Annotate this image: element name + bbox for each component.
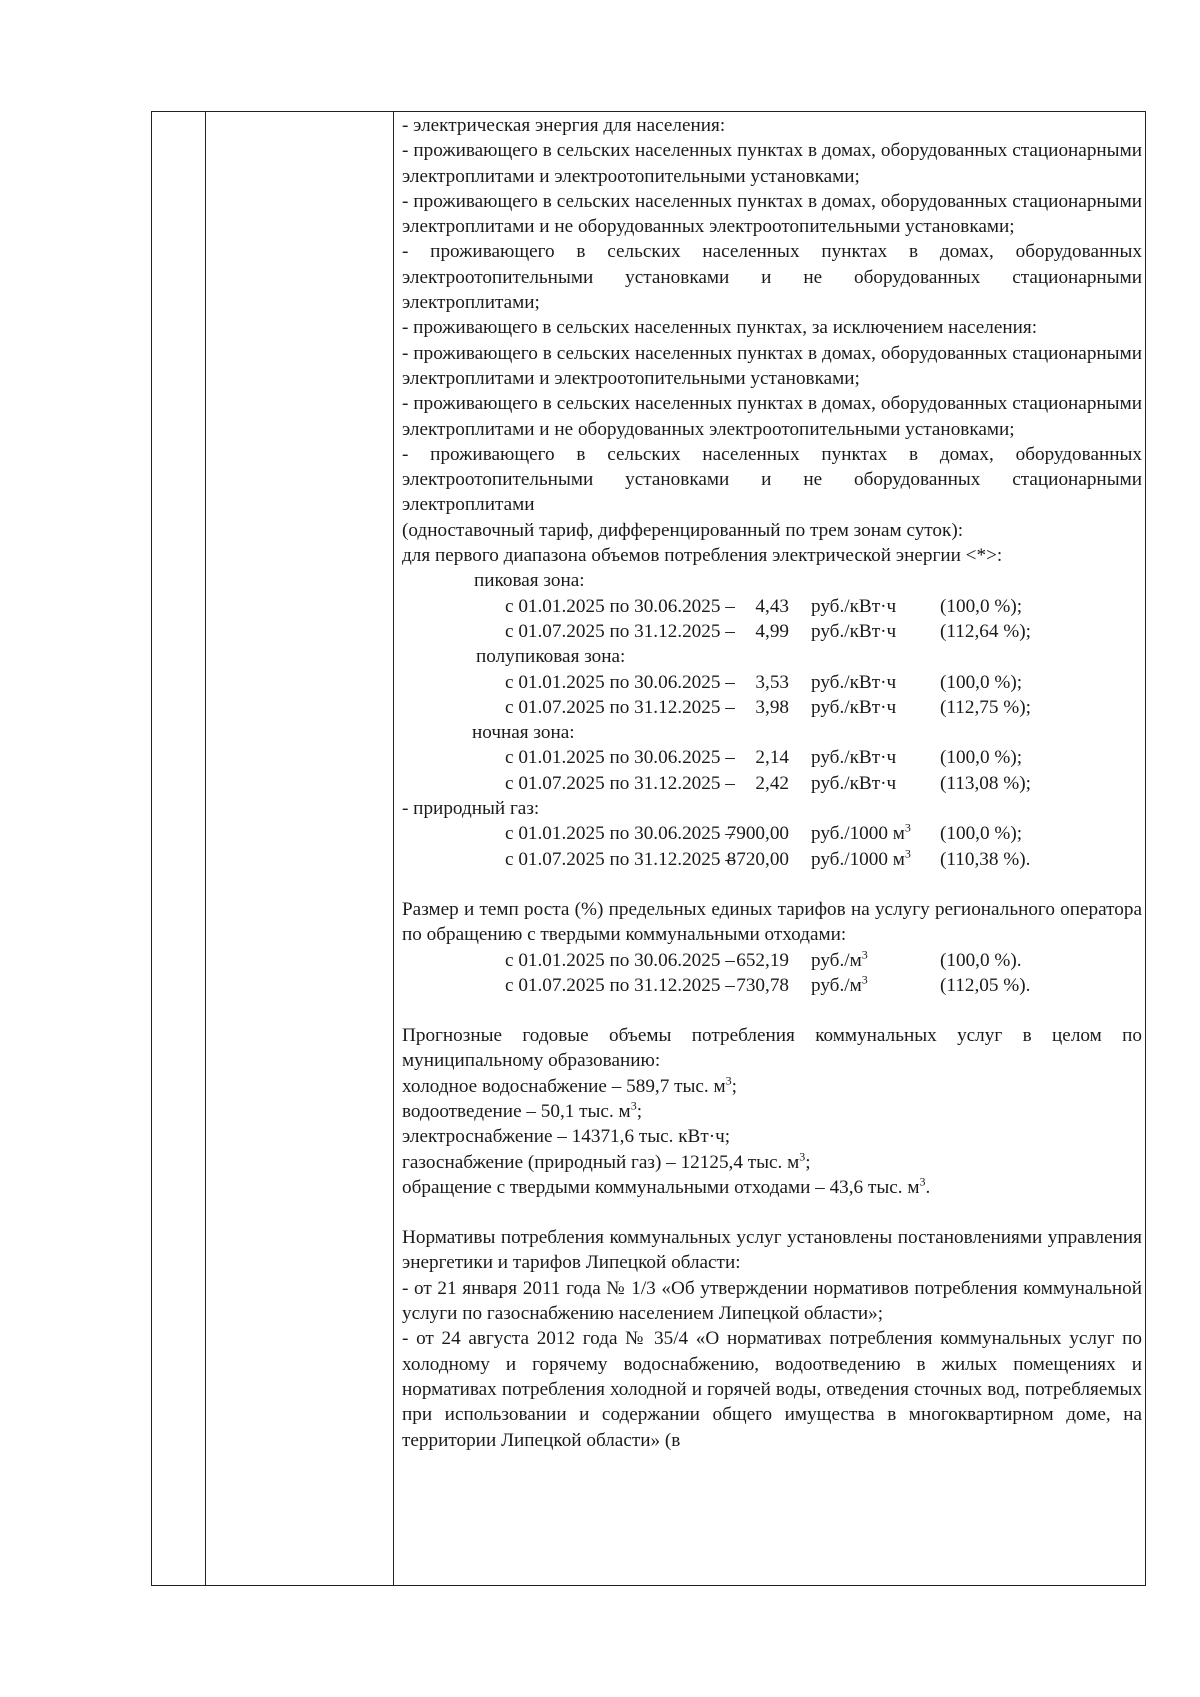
tariff-period: с 01.07.2025 по 31.12.2025 –: [505, 848, 735, 870]
volume-end: ;: [731, 1075, 737, 1097]
tariff-unit: руб./кВт·ч: [811, 671, 897, 693]
tariff-unit: руб./кВт·ч: [811, 620, 897, 642]
tariff-unit: руб./кВт·ч: [811, 696, 897, 718]
volume-end: .: [925, 1176, 931, 1198]
bullet-3: - проживающего в сельских населенных пунктах в домах, оборудованных электроотопительными установками и не оборудованных стационарными электроплитами;: [402, 241, 1142, 314]
tariff-value: 4,99: [755, 620, 789, 642]
tariff-percent: (112,64 %);: [940, 620, 1031, 642]
bullet-6: - проживающего в сельских населенных пунктах в домах, оборудованных стационарными электроплитами и не оборудованных электроотопительными установками;: [402, 393, 1142, 440]
unit-superscript: 3: [861, 947, 868, 962]
tariff-period: с 01.01.2025 по 30.06.2025 –: [505, 595, 735, 617]
tariff-percent: (113,08 %);: [940, 772, 1031, 794]
unit-superscript: 3: [861, 972, 868, 987]
tariff-period: с 01.01.2025 по 30.06.2025 –: [505, 949, 735, 971]
tariff-unit-text: руб./1000 м: [811, 848, 905, 870]
volume-text: холодное водоснабжение – 589,7 тыс. м: [402, 1075, 726, 1097]
tariff-row: [402, 695, 1142, 720]
tariff-percent: (100,0 %);: [940, 747, 1023, 769]
tariff-percent: (100,0 %);: [940, 595, 1023, 617]
volume-end: ;: [805, 1151, 811, 1173]
volumes-paragraph: Прогнозные годовые объемы потребления коммунальных услуг в целом по муниципальному образованию:: [402, 1025, 1142, 1072]
unit-superscript: 3: [725, 1073, 732, 1088]
tariff-period: с 01.01.2025 по 30.06.2025 –: [505, 823, 735, 845]
tariff-period: с 01.07.2025 по 31.12.2025 –: [505, 620, 735, 642]
tariff-value: 2,14: [755, 747, 789, 769]
spacer: [402, 872, 1142, 897]
tariff-percent: (100,0 %);: [940, 823, 1023, 845]
bullet-7: - проживающего в сельских населенных пунктах в домах, оборудованных электроотопительными установками и не оборудованных стационарными электроплитами: [402, 443, 1142, 516]
spacer: [402, 998, 1142, 1023]
zone-title: полупиковая зона:: [476, 646, 626, 668]
volume-text: обращение с твердыми коммунальными отходами – 43,6 тыс. м: [402, 1176, 920, 1198]
unit-superscript: 3: [799, 1149, 806, 1164]
unit-superscript: 3: [904, 846, 911, 861]
zone-title: пиковая зона:: [474, 570, 585, 592]
volume-gas: [402, 1150, 1142, 1175]
tariff-value: 7900,00: [726, 823, 789, 845]
volume-drainage: [402, 1099, 1142, 1124]
spacer: [402, 1200, 1142, 1225]
tariff-percent: (110,38 %).: [940, 848, 1031, 870]
tariff-period: с 01.07.2025 по 31.12.2025 –: [505, 772, 735, 794]
tariff-period: с 01.01.2025 по 30.06.2025 –: [505, 747, 735, 769]
tariff-unit: [789, 973, 940, 998]
norm-item-2: - от 24 августа 2012 года № 35/4 «О нормативах потребления коммунальных услуг по холодному и горячему водоснабжению, водоотведению в жилых помещениях и нормативах потребления холодной и горячей воды, отведения сточных вод, потребляемых при использовании и содержании общего имущества в многоквартирном доме, на территории Липецкой области» (в: [402, 1328, 1142, 1451]
tariff-period: с 01.07.2025 по 31.12.2025 –: [505, 696, 735, 718]
tariff-unit: руб./кВт·ч: [811, 595, 897, 617]
bullet-5: - проживающего в сельских населенных пунктах в домах, оборудованных стационарными электроплитами и электроотопительными установками;: [402, 342, 1142, 389]
intro-line: - электрическая энергия для населения:: [402, 115, 726, 136]
bullet-4: - проживающего в сельских населенных пунктах, за исключением населения:: [402, 317, 1038, 339]
volume-cold-water: [402, 1074, 1142, 1099]
tariff-row: [402, 973, 1142, 998]
unit-superscript: 3: [630, 1098, 637, 1113]
norm-item-1: - от 21 января 2011 года № 1/3 «Об утверждении нормативов потребления коммунальной услуги по газоснабжению населением Липецкой области»;: [402, 1277, 1142, 1325]
table-column-divider-1: [205, 111, 206, 1586]
unit-superscript: 3: [904, 820, 911, 835]
tariff-unit: [789, 847, 940, 872]
tariff-percent: (112,05 %).: [940, 974, 1031, 996]
tariff-period: с 01.07.2025 по 31.12.2025 –: [505, 974, 735, 996]
volume-text: водоотведение – 50,1 тыс. м: [402, 1100, 631, 1122]
tariff-unit: руб./кВт·ч: [811, 747, 897, 769]
zone-title: ночная зона:: [472, 722, 575, 744]
unit-superscript: 3: [919, 1174, 926, 1189]
tariff-note: (одноставочный тариф, дифференцированный по трем зонам суток):: [402, 519, 964, 541]
tariff-row: [402, 948, 1142, 973]
tariff-unit: руб./кВт·ч: [811, 772, 897, 794]
tariff-row: [402, 771, 1142, 796]
tariff-percent: (100,0 %).: [940, 949, 1022, 971]
tariff-percent: (112,75 %);: [940, 696, 1031, 718]
tariff-unit-text: руб./м: [811, 949, 862, 971]
waste-paragraph: Размер и темп роста (%) предельных единых тарифов на услугу регионального оператора по обращению с твердыми коммунальными отходами:: [402, 898, 1142, 946]
range-note: для первого диапазона объемов потребления электрической энергии <*>:: [402, 545, 1003, 567]
tariff-percent: (100,0 %);: [940, 671, 1023, 693]
tariff-row: [402, 670, 1142, 695]
tariff-value: 8720,00: [726, 848, 789, 870]
table-column-divider-2: [393, 111, 394, 1586]
table-cell-content: [402, 113, 1142, 1453]
tariff-row: [402, 847, 1142, 872]
tariff-value: 730,78: [736, 974, 789, 996]
tariff-row: [402, 745, 1142, 770]
tariff-value: 4,43: [755, 595, 789, 617]
gas-label: - природный газ:: [402, 798, 540, 820]
tariff-value: 3,53: [755, 671, 789, 693]
tariff-row: [402, 821, 1142, 846]
tariff-value: 652,19: [736, 949, 789, 971]
norms-paragraph: Нормативы потребления коммунальных услуг установлены постановлениями управления энергетики и тарифов Липецкой области:: [402, 1227, 1142, 1274]
tariff-unit: [789, 948, 940, 973]
volume-end: ;: [636, 1100, 643, 1122]
tariff-unit: [789, 821, 940, 846]
volume-electricity: электроснабжение – 14371,6 тыс. кВт·ч;: [402, 1126, 731, 1148]
tariff-row: [402, 594, 1142, 619]
volume-waste: [402, 1175, 1142, 1200]
bullet-1: - проживающего в сельских населенных пунктах в домах, оборудованных стационарными электроплитами и электроотопительными установками;: [402, 140, 1142, 187]
tariff-unit-text: руб./1000 м: [811, 823, 905, 845]
bullet-2: - проживающего в сельских населенных пунктах в домах, оборудованных стационарными электроплитами и не оборудованных электроотопительными установками;: [402, 190, 1142, 238]
tariff-value: 2,42: [755, 772, 789, 794]
tariff-unit-text: руб./м: [811, 974, 862, 996]
tariff-row: [402, 619, 1142, 644]
tariff-period: с 01.01.2025 по 30.06.2025 –: [505, 671, 735, 693]
tariff-value: 3,98: [755, 696, 789, 718]
volume-text: газоснабжение (природный газ) – 12125,4 тыс. м: [402, 1151, 800, 1173]
